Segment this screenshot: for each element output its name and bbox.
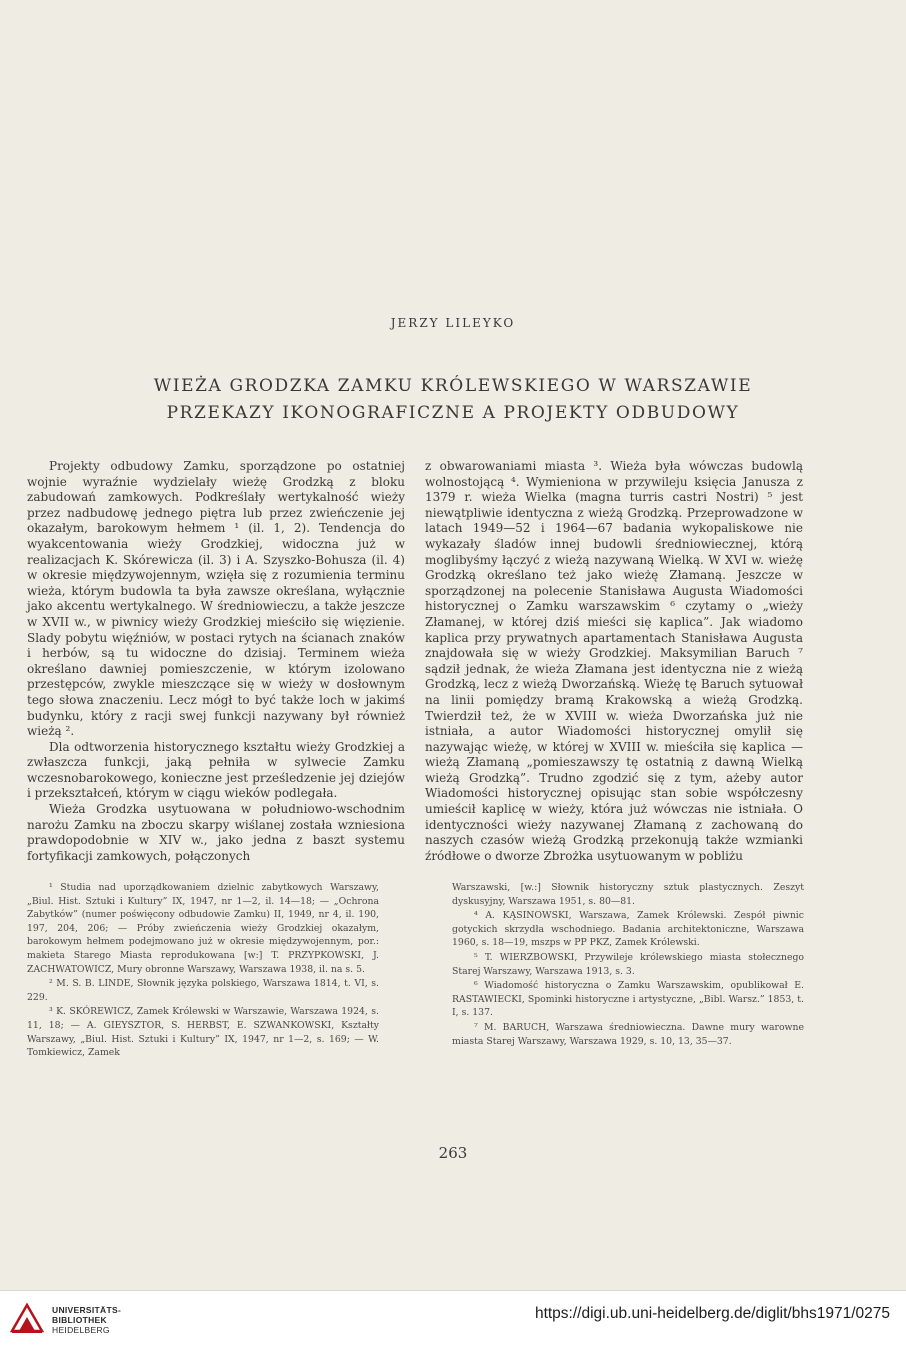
- article-title-line-2: PRZEKAZY IKONOGRAFICZNE A PROJEKTY ODBUDOWY: [166, 403, 740, 423]
- library-name-line: UNIVERSITÄTS-: [52, 1305, 122, 1315]
- footnotes-right: [452, 881, 804, 1049]
- footnotes-left: [27, 881, 379, 1061]
- footnote: ⁶ Wiadomość historyczna o Zamku Warszawskim, opublikował E. RASTAWIECKI, Spominki historyczne i artystyczne, „Bibl. Warsz.” 1853, t. I, s. 137.: [452, 980, 804, 1019]
- body-column-right: [425, 459, 803, 864]
- footnote: ⁵ T. WIERZBOWSKI, Przywileje królewskiego miasta stołecznego Starej Warszawy, Warszawa 1913, s. 3.: [452, 951, 804, 977]
- footnote: ² M. S. B. LINDE, Słownik języka polskiego, Warszawa 1814, t. VI, s. 229.: [27, 978, 379, 1003]
- footnote: Warszawski, [w.:] Słownik historyczny sztuk plastycznych. Zeszyt dyskusyjny, Warszawa 1951, s. 80—81.: [452, 882, 804, 907]
- page-number: 263: [438, 1144, 468, 1162]
- paragraph: Wieża Grodzka usytuowana w południowo-wschodnim narożu Zamku na zboczu skarpy wiślanej została wzniesiona prawdopodobnie w XIV w., jako jedna z baszt systemu fortyfikacji zamkowych, połączonych: [27, 802, 405, 863]
- paragraph: Dla odtworzenia historycznego kształtu wieży Grodzkiej a zwłaszcza funkcji, jaką pełniła w sylwecie Zamku wczesnobarokowego, konieczne jest prześledzenie jej dziejów i przekształceń, którym w ciągu wieków podlegała.: [27, 739, 405, 801]
- library-name-line: BIBLIOTHEK: [52, 1315, 107, 1325]
- library-name-line: HEIDELBERG: [52, 1325, 110, 1335]
- footnote: ¹ Studia nad uporządkowaniem dzielnic zabytkowych Warszawy, „Biul. Hist. Sztuki i Kultury” IX, 1947, nr 1—2, il. 14—18; — „Ochrona Zabytków” (numer poświęcony odbudowie Zamku) II, 1949, nr 4, il. 190, 197, 204, 206; — Próby zwieńczenia wieży Grodzkiej okazałym, barokowym hełmem podejmowano już w okresie międzywojennym, por.: makieta Starego Miasta reprodukowana [w:] T. PRZYPKOWSKI, J. ZACHWATOWICZ, Mury obronne Warszawy, Warszawa 1938, il. na s. 5.: [27, 882, 379, 975]
- body-column-left: [27, 459, 405, 864]
- viewer-footer: [0, 1290, 906, 1359]
- paragraph: z obwarowaniami miasta ³. Wieża była wówczas budowlą wolnostojącą ⁴. Wymieniona w przywileju księcia Janusza z 1379 r. wieża Wielka (magna turris castri Nostri) ⁵ jest niewątpliwie identyczna z wieżą Grodzką. Przeprowadzone w latach 1949—52 i 1964—67 badania wykopaliskowe nie wykazały śladów innej budowli średniowiecznej, którą moglibyśmy łączyć z wieżą nazywaną Wielką. W XVI w. wieżę Grodzką określano też jako wieżę Złamaną. Jeszcze w sporządzonej na polecenie Stanisława Augusta Wiadomości historycznej o Zamku warszawskim ⁶ czytamy o „wieży Złamanej, w której dziś mieści się kaplica”. Jak wiadomo kaplica przy prywatnych apartamentach Stanisława Augusta znajdowała się w wieży Grodzkiej. Maksymilian Baruch ⁷ sądził jednak, że wieża Złamana jest identyczna nie z wieżą Grodzką, lecz z wieżą Dworzańską. Wieżę tę Baruch sytuował na linii pomiędzy bramą Krakowską a wieżą Grodzką. Twierdził też, że w XVIII w. wieża Dworzańska już nie istniała, a autor Wiadomości historycznej omylił się nazywając wieżę, w której w XVIII w. mieściła się kaplica — wieżą Złamaną „pomieszawszy tę ostatnią z dawną Wielką wieżą Grodzką”. Trudno zgodzić się z tym, ażeby autor Wiadomości historycznej opisując stan sobie współczesny umieścił kaplicę w wieży, która już wówczas nie istniała. O identyczności wieży nazywanej Złamaną z zachowaną do naszych czasów wieżą Grodzką przekonują także wzmianki źródłowe o dworze Zbrożka usytuowanym w pobliżu: [425, 459, 803, 863]
- library-name: [52, 1305, 121, 1335]
- university-library-logo-icon: [10, 1301, 44, 1335]
- source-url[interactable]: https://digi.ub.uni-heidelberg.de/diglit/bhs1971/0275: [534, 1305, 890, 1322]
- footnote: ³ K. SKÓREWICZ, Zamek Królewski w Warszawie, Warszawa 1924, s. 11, 18; — A. GIEYSZTOR, S. HERBST, E. SZWANKOWSKI, Kształty Warszawy, „Biul. Hist. Sztuki i Kultury” IX, 1947, nr 1—2, s. 169; — W. Tomkiewicz, Zamek: [27, 1006, 379, 1059]
- article-title-line-1: WIEŻA GRODZKA ZAMKU KRÓLEWSKIEGO W WARSZAWIE: [153, 376, 753, 396]
- author-name: JERZY LILEYKO: [390, 316, 516, 330]
- footnote: ⁴ A. KĄSINOWSKI, Warszawa, Zamek Królewski. Zespół piwnic gotyckich skrzydła wschodniego. Badania architektoniczne, Warszawa 1960, s. 18—19, mszps w PP PKZ, Zamek Królewski.: [452, 910, 804, 949]
- footnote: ⁷ M. BARUCH, Warszawa średniowieczna. Dawne mury warowne miasta Starej Warszawy, Warszawa 1929, s. 10, 13, 35—37.: [452, 1021, 804, 1047]
- paragraph: Projekty odbudowy Zamku, sporządzone po ostatniej wojnie wyraźnie wydzielały wieżę Grodzką z bloku zabudowań zamkowych. Podkreślały wertykalność wieży przez nadbudowę jednego piętra lub przez zwieńczenie jej okazałym, barokowym hełmem ¹ (il. 1, 2). Tendencja do wyakcentowania wieży Grodzkiej, widoczna już w realizacjach K. Skórewicza (il. 3) i A. Szyszko-Bohusza (il. 4) w okresie międzywojennym, wzięła się z rozumienia terminu wieża, którym budowla ta była zawsze określana, wyłącznie jako akcentu wertykalnego. W średniowieczu, a także jeszcze w XVII w., w piwnicy wieży Grodzkiej mieściło się więzienie. Slady pobytu więźniów, w postaci rytych na ścianach znaków i herbów, są tu widoczne do dzisiaj. Terminem wieża określano dawniej pomieszczenie, w którym izolowano przestępców, zwykle mieszczące się w wieży w dosłownym tego słowa znaczeniu. Lecz mógł to być także loch w jakimś budynku, który z racji swej funkcji nazywany był również wieżą ².: [27, 459, 405, 739]
